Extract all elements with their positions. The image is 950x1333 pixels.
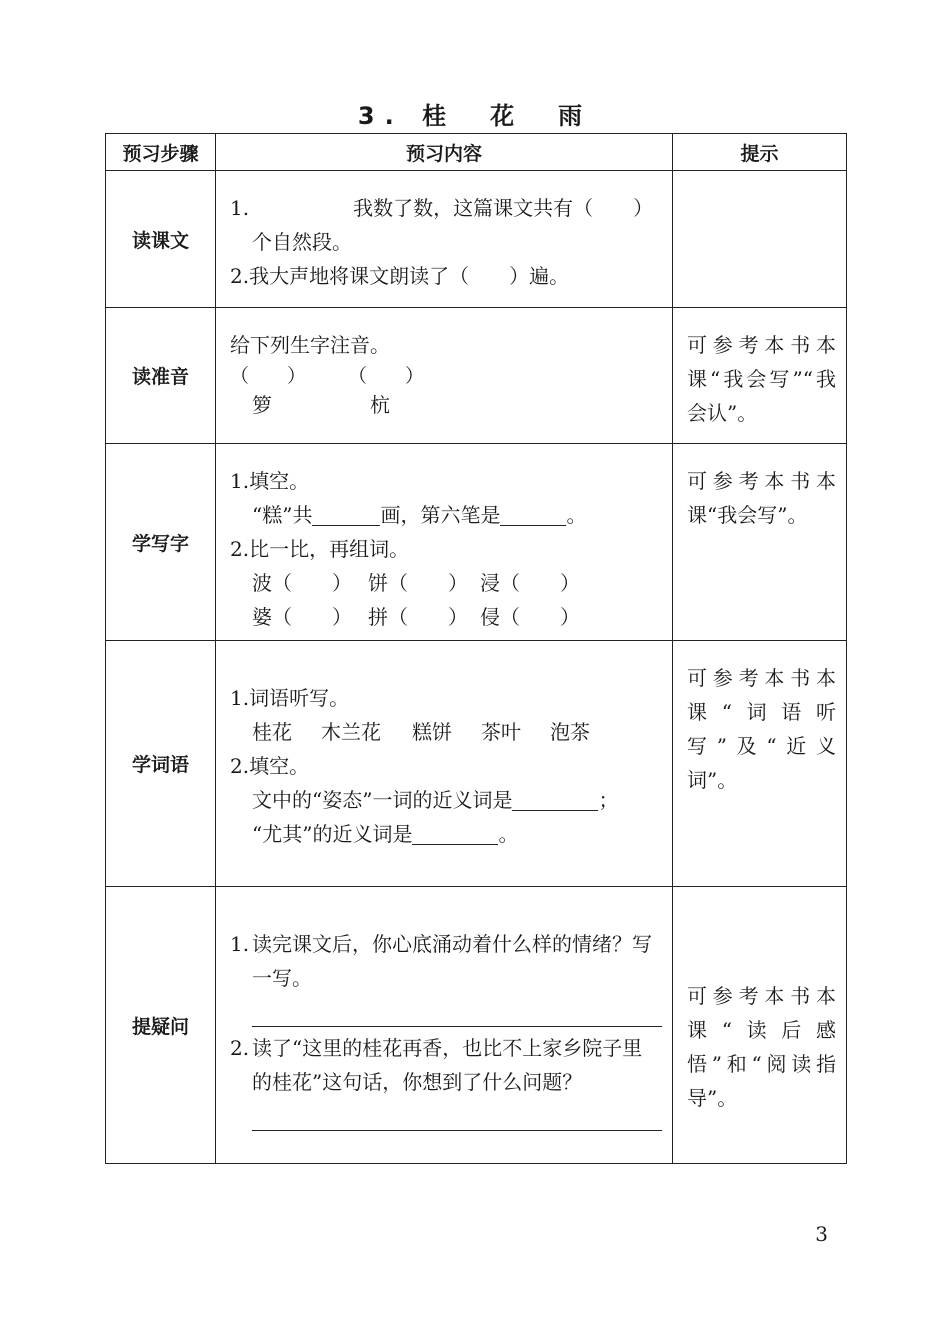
pronounce-chars xyxy=(230,390,662,420)
table-header-row xyxy=(106,134,847,171)
content-pronounce xyxy=(216,308,673,444)
step-question: 提疑问 xyxy=(106,887,216,1164)
vocab-word: 糕饼 xyxy=(412,720,452,744)
answer-line-1[interactable] xyxy=(252,1025,662,1027)
vocab-fill-1: 文中的“姿态”一词的近义词是 ； xyxy=(252,788,619,812)
step-vocab: 学词语 xyxy=(106,641,216,887)
step-write: 学写字 xyxy=(106,444,216,641)
pinyin-parens xyxy=(230,362,662,390)
char-1: 箩 xyxy=(252,393,272,417)
vocab-item1: 1.词语听写。 xyxy=(230,686,350,710)
table-row xyxy=(106,308,847,444)
page-title: 3. 桂 花 雨 xyxy=(357,102,593,130)
read-text-line1: 1. 我数了数，这篇课文共有（ ） xyxy=(230,196,654,220)
tip-pronounce: 可参考本书本课“我会写”“我会认”。 xyxy=(673,308,847,444)
vocab-word: 茶叶 xyxy=(481,720,521,744)
answer-line-2[interactable] xyxy=(252,1129,662,1131)
blank-synonym-1[interactable] xyxy=(512,788,598,811)
vocab-word: 木兰花 xyxy=(321,720,381,744)
header-content: 预习内容 xyxy=(216,134,673,171)
content-read-text xyxy=(216,171,673,308)
compare-word: 婆（ ） xyxy=(252,605,352,629)
tip-vocab: 可参考本书本课“词语听写”及“近义词”。 xyxy=(673,641,847,887)
content-write xyxy=(216,444,673,641)
pinyin-blank-2: （ ） xyxy=(348,365,425,387)
blank-synonym-2[interactable] xyxy=(412,822,498,845)
content-vocab xyxy=(216,641,673,887)
question-2: 2. 读了“这里的桂花再香，也比不上家乡院子里的桂花”这句话，你想到了什么问题？ xyxy=(230,1036,643,1094)
compare-row-2 xyxy=(230,600,662,634)
header-step: 预习步骤 xyxy=(106,134,216,171)
vocab-word: 泡茶 xyxy=(550,720,590,744)
blank-sixth-stroke[interactable] xyxy=(500,503,566,526)
compare-word: 饼（ ） xyxy=(368,571,468,595)
header-tip: 提示 xyxy=(673,134,847,171)
compare-word: 侵（ ） xyxy=(480,605,580,629)
table-row xyxy=(106,444,847,641)
vocab-word: 桂花 xyxy=(252,720,292,744)
vocab-item2: 2.填空。 xyxy=(230,754,310,778)
vocab-fill-2: “尤其”的近义词是 。 xyxy=(252,822,519,846)
vocab-words xyxy=(230,715,662,749)
write-item2: 2.比一比，再组词。 xyxy=(230,537,410,561)
compare-row-1 xyxy=(230,566,662,600)
tip-question: 可参考本书本课“读后感悟”和“阅读指导”。 xyxy=(673,887,847,1164)
compare-word: 拼（ ） xyxy=(368,605,468,629)
step-read-text: 读课文 xyxy=(106,171,216,308)
page-number: 3 xyxy=(815,1222,828,1246)
question-1: 1. 读完课文后，你心底涌动着什么样的情绪？写一写。 xyxy=(230,932,652,990)
pinyin-blank-1: （ ） xyxy=(230,365,307,387)
table-row xyxy=(106,887,847,1164)
compare-word: 浸（ ） xyxy=(480,571,580,595)
step-pronounce: 读准音 xyxy=(106,308,216,444)
blank-stroke-count[interactable] xyxy=(312,503,380,526)
content-question xyxy=(216,887,673,1164)
compare-word: 波（ ） xyxy=(252,571,352,595)
pronounce-instruction: 给下列生字注音。 xyxy=(230,333,390,357)
tip-read-text xyxy=(673,171,847,308)
write-fill: “糕”共 画，第六笔是 。 xyxy=(252,503,587,527)
write-item1: 1.填空。 xyxy=(230,469,310,493)
tip-write: 可参考本书本课“我会写”。 xyxy=(673,444,847,641)
table-row xyxy=(106,171,847,308)
char-2: 杭 xyxy=(370,393,390,417)
read-text-line2: 2.我大声地将课文朗读了（ ）遍。 xyxy=(230,264,570,288)
preview-table xyxy=(105,133,847,1164)
table-row xyxy=(106,641,847,887)
read-text-line1-cont: 个自然段。 xyxy=(252,230,352,254)
